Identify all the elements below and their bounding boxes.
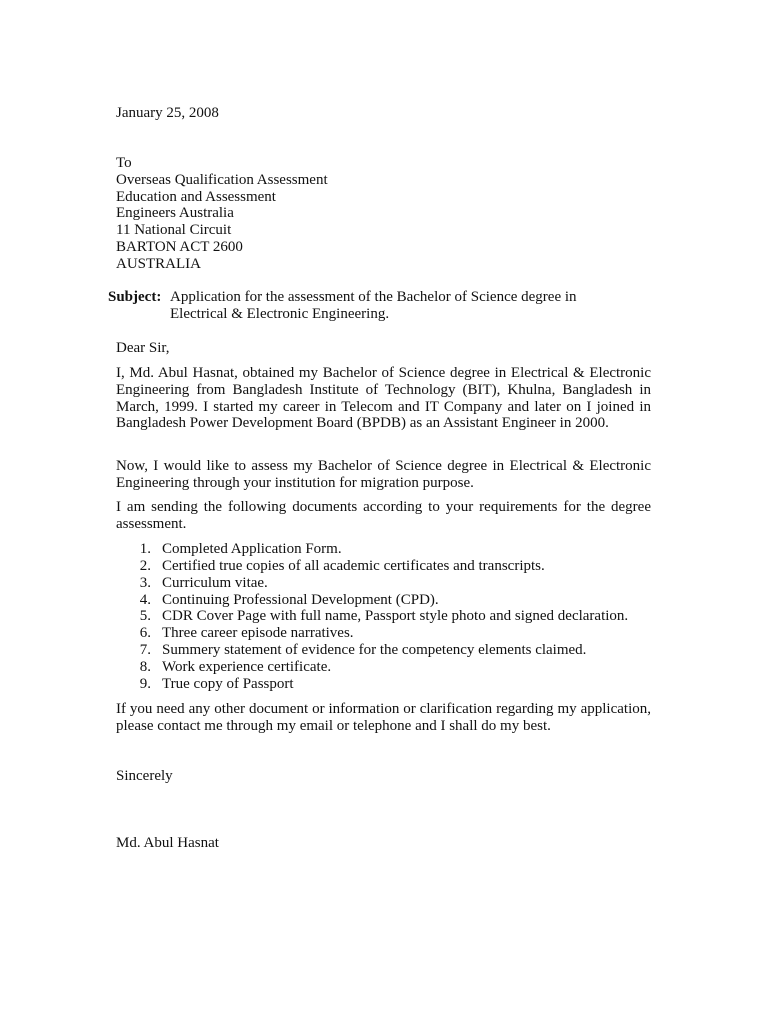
list-number: 2. <box>139 557 151 574</box>
list-item-text: Summery statement of evidence for the competency elements claimed. <box>162 642 587 659</box>
signature-name: Md. Abul Hasnat <box>116 835 219 851</box>
recipient-line: Education and Assessment <box>116 188 276 205</box>
documents-list <box>116 541 628 693</box>
body-paragraph-1: I, Md. Abul Hasnat, obtained my Bachelor of Science degree in Electrical & Electronic Engineering from Bangladesh Institute of Technology (BIT), Khulna, Bangladesh in March, 1999. I started my career in Telecom and IT Company and later on I joined in Bangladesh Power Development Board (BPDB) as an Assistant Engineer in 2000. <box>116 365 651 432</box>
list-item <box>116 676 628 693</box>
list-number: 3. <box>139 574 151 591</box>
list-number: 4. <box>139 591 151 608</box>
recipient-address <box>116 155 328 273</box>
recipient-line: Engineers Australia <box>116 205 234 222</box>
list-item <box>116 558 628 575</box>
body-paragraph-3: I am sending the following documents according to your requirements for the degree assessment. <box>116 499 651 532</box>
list-item-text: True copy of Passport <box>162 675 294 692</box>
letter-date: January 25, 2008 <box>116 105 219 121</box>
list-item-text: Continuing Professional Development (CPD). <box>162 591 439 608</box>
list-item-text: Curriculum vitae. <box>162 574 268 591</box>
recipient-line: AUSTRALIA <box>116 255 201 272</box>
recipient-line: To <box>116 155 132 171</box>
list-item <box>116 642 628 659</box>
list-number: 5. <box>139 608 151 625</box>
list-item-text: Completed Application Form. <box>162 541 342 557</box>
recipient-line: BARTON ACT 2600 <box>116 238 243 255</box>
list-number: 6. <box>139 625 151 642</box>
list-item <box>116 659 628 676</box>
recipient-line: 11 National Circuit <box>116 222 232 239</box>
recipient-line: Overseas Qualification Assessment <box>116 171 328 188</box>
list-number: 1. <box>139 541 151 557</box>
list-number: 8. <box>139 658 151 675</box>
list-item-text: Work experience certificate. <box>162 658 332 675</box>
list-item <box>116 541 628 558</box>
list-item <box>116 575 628 592</box>
closing: Sincerely <box>116 768 173 784</box>
list-item-text: CDR Cover Page with full name, Passport style photo and signed declaration. <box>162 608 629 625</box>
body-paragraph-4: If you need any other document or information or clarification regarding my application, please contact me through my email or telephone and I shall do my best. <box>116 701 651 734</box>
list-number: 9. <box>139 675 151 692</box>
list-item <box>116 592 628 609</box>
list-item-text: Certified true copies of all academic certificates and transcripts. <box>162 557 545 574</box>
subject-text: Application for the assessment of the Bachelor of Science degree in Electrical & Electronic Engineering. <box>170 289 577 322</box>
subject-label: Subject: <box>108 289 162 305</box>
list-number: 7. <box>139 642 151 659</box>
body-paragraph-2: Now, I would like to assess my Bachelor of Science degree in Electrical & Electronic Engineering through your institution for migration purpose. <box>116 458 651 491</box>
salutation: Dear Sir, <box>116 340 170 356</box>
list-item-text: Three career episode narratives. <box>162 625 354 642</box>
list-item <box>116 625 628 642</box>
list-item <box>116 608 628 625</box>
